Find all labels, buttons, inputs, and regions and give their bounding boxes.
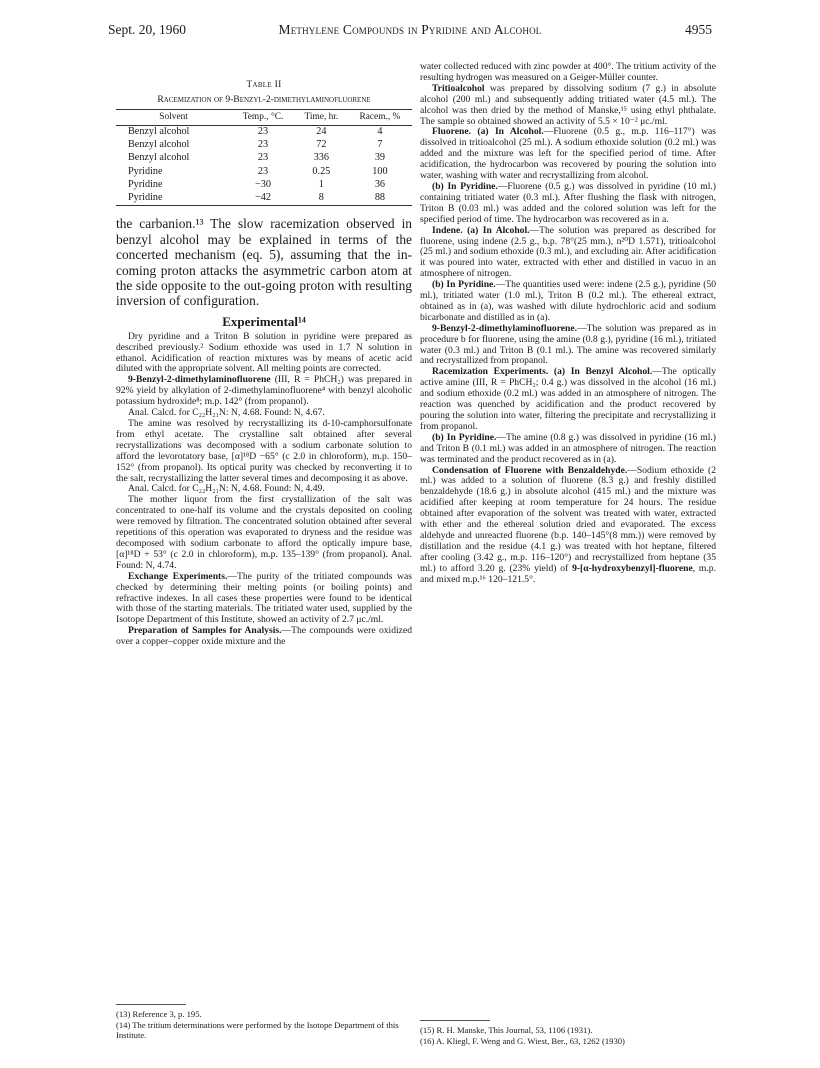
table-row [116, 139, 412, 152]
paragraph: 9-Benzyl-2-dimethylaminofluorene.—The solution was prepared as in procedure b for fluorene, using the amine (0.8 g.), pyridine (16 ml.), tritiated water (0.3 ml.) and Triton B (0.1 ml.). The amine was recovered similarly and recrystallized from propanol. [420, 322, 716, 367]
paragraph: water collected reduced with zinc powder at 400°. The tritium activity of the resulting hydrogen was measured on a Geiger-Müller counter. [420, 61, 716, 83]
analysis-line: Anal. Calcd. for C₂₂H₂₁N: N, 4.68. Found: N, 4.67. [128, 407, 325, 419]
right-footnotes [420, 1025, 716, 1046]
table-cell: Pyridine [128, 165, 163, 177]
paragraph: Racemization Experiments. (a) In Benzyl Alcohol.—The optically active amine (III, R = PhCH₂; 0.4 g.) was dissolved in the alcohol (16 ml.) and sodium ethoxide (0.2 ml.) was added in an atmosphere of nitrogen. The reaction was quenched by acidification and the product recovered by pouring the solution into water, filtering the precipitate and recrystallizing it from propanol. [420, 366, 716, 432]
paragraph: (b) In Pyridine.—The quantities used were: indene (2.5 g.), pyridine (50 ml.), tritiated water (1.0 ml.), Triton B (0.2 ml.). The ethereal extract, obtained as in (a), was washed with dilute hydrochloric acid and sodium bicarbonate and distilled as in (a). [420, 279, 717, 323]
table-title: Racemization of 9-Benzyl-2-dimethylaminofluorene [157, 93, 371, 105]
table-cell: 4 [377, 125, 383, 137]
left-footnotes [116, 1009, 412, 1041]
table-cell: −42 [255, 192, 271, 204]
intro-paragraph: the carbanion.¹³ The slow racemization observed in benzyl alcohol may be explained in terms of the concerted mechanism (eq. 5), assuming that the in-coming proton attacks the asymmetric carbon atom at the side opposite to the out-going proton with resulting inversion of configuration. [116, 216, 412, 309]
paragraph: (b) In Pyridine.—Fluorene (0.5 g.) was dissolved in pyridine (10 ml.) containing tritiated water (0.3 ml.). After flushing the flask with nitrogen, Triton B (0.03 ml.) was added and the colored solution was left for the specified period of time. The hydrocarbon was recovered as in a. [420, 180, 716, 225]
table-cell: 7 [377, 139, 383, 151]
paragraph: Dry pyridine and a Triton B solution in pyridine were prepared as described previously.² Sodium ethoxide was used in 1.7 N solution in ethanol. Acidification of reaction mixtures was by means of acetic acid diluted with the appropriate solvent. All melting points are corrected. [116, 330, 412, 375]
header-date: Sept. 20, 1960 [108, 22, 187, 37]
analysis-line: Anal. Calcd. for C₂₂H₂₁N: N, 4.68. Found: N, 4.49. [128, 483, 325, 495]
col-header: Time, hr. [295, 109, 348, 125]
paragraph: Fluorene. (a) In Alcohol.—Fluorene (0.5 g., m.p. 116–117°) was dissolved in tritioalcohol (25 ml.). A sodium ethoxide solution (0.2 ml.) was added and the mixture was left for the specified period of time. After acidification, the hydrocarbon was recovered by pouring the solution into water, washing with water and recrystallizing from alcohol. [420, 126, 716, 182]
paragraph: The mother liquor from the first crystallization of the salt was concentrated to one-half its volume and the crystals deposited on cooling were removed by filtration. The concentrated solution obtained after several repetitions of this operation was evaporated to dryness and the residue was decomposed with sodium carbonate to afford the optically impure base, [α]¹⁸D + 53° (c 2.0 in chloroform), m.p. 135–139° (from propanol). Anal. Found: N, 4.74. [116, 494, 412, 571]
table-cell: 23 [257, 139, 269, 151]
racemization-table [116, 109, 412, 206]
footnote: (15) R. H. Manske, This Journal, 53, 1106 (1931). [420, 1025, 593, 1035]
footnote: (16) A. Kliegl, F. Weng and G. Wiest, Ber., 63, 1262 (1930) [420, 1035, 625, 1046]
table-cell: Benzyl alcohol [128, 139, 190, 151]
table-row [116, 125, 412, 139]
table-cell: 36 [374, 179, 386, 191]
header-page-number: 4955 [685, 22, 712, 37]
paragraph: The amine was resolved by recrystallizing its d-10-camphorsulfonate from ethyl acetate. The crystalline salt obtained after several recrystallizations was decomposed with a sodium carbonate solution to afford the levorotatory base, [α]¹⁸D −65° (c 2.0 in chloroform), m.p. 150–152° (from propanol). Its optical purity was checked by reconverting it to the salt, recrystallizing the latter several times and decomposing it as above. [116, 418, 412, 484]
table-cell: 1 [318, 179, 324, 191]
footnote: (13) Reference 3, p. 195. [116, 1009, 202, 1019]
table-cell: 24 [316, 125, 327, 137]
table-cell: 39 [374, 152, 386, 164]
table-caption: Table II [246, 79, 282, 90]
table-cell: Pyridine [128, 179, 163, 191]
paragraph: (b) In Pyridine.—The amine (0.8 g.) was dissolved in pyridine (16 ml.) and Triton B (0.1 ml.) was added in an atmosphere of nitrogen. The reaction was terminated and the product recovered as in (a). [420, 431, 716, 465]
table-row [116, 152, 412, 165]
footnote-rule [116, 1004, 186, 1005]
table-row [116, 166, 412, 179]
paragraph: Tritioalcohol was prepared by dissolving sodium (7 g.) in absolute alcohol (200 ml.) and subsequently adding tritiated water (4.5 ml.). The alcohol was then dried by the method of Manske,¹⁵ using ethyl phthalate. The sample so obtained showed an activity of 5.5 × 10⁻² μc./ml. [420, 82, 716, 127]
table-cell: Benzyl alcohol [128, 125, 190, 137]
paragraph: Indene. (a) In Alcohol.—The solution was prepared as described for fluorene, using indene (2.5 g., b.p. 78°(25 mm.), n²⁰D 1.571), tritioalcohol (25 ml.) and sodium ethoxide (0.3 ml.), and excluding air. After acidification it was poured into water, extracted with ether and distilled in vacuo in an atmosphere of nitrogen. [420, 224, 717, 280]
running-header [108, 22, 712, 42]
table-header-row [116, 109, 412, 125]
section-heading-experimental: Experimental¹⁴ [222, 313, 306, 329]
table-cell: 100 [372, 165, 388, 177]
header-title: Methylene Compounds in Pyridine and Alcohol [278, 22, 542, 37]
paragraph: Exchange Experiments.—The purity of the tritiated compounds was checked by determining their melting points (or boiling points) and refractive indexes. In all cases these properties were found to be identical with those of the starting materials. The tritiated water used, supplied by the Isotope Department of this Institute, showed an activity of 2.7 μc./ml. [116, 570, 412, 626]
footnote: (14) The tritium determinations were performed by the Isotope Department of this Institute. [116, 1019, 399, 1040]
footnote-rule [420, 1020, 490, 1021]
table-cell: 0.25 [312, 165, 331, 177]
col-header: Temp., °C. [231, 109, 295, 125]
table-cell: 8 [318, 192, 324, 204]
table-row [116, 179, 412, 192]
table-cell: Pyridine [128, 192, 163, 204]
col-header: Solvent [116, 109, 231, 125]
paragraph: Condensation of Fluorene with Benzaldehyde.—Sodium ethoxide (2 ml.) was added to a solution of fluorene (8.3 g.) and freshly distilled benzaldehyde (18.6 g.) in absolute alcohol (415 ml.) and the mixture was acidified after keeping at room temperature for 24 hours. The residue obtained after evaporation of the solvent was treated with water, extracted with ether and the ethereal solution dried and evaporated. The excess aldehyde and unreacted fluorene (b.p. 140–145°(8 mm.)) were removed by distillation and the residue (4.1 g.) was treated with hot heptane, filtered after cooling (3.42 g., m.p. 116–120°) and recrystallized from heptane (35 ml.) to afford 3.20 g. (23% yield) of 9-[α-hydroxybenzyl]-fluorene, m.p. and mixed m.p.¹⁶ 120–121.5°. [420, 464, 716, 585]
table-cell: Benzyl alcohol [128, 152, 190, 164]
table-bottom-rule [116, 205, 412, 206]
table-cell: 336 [313, 152, 329, 164]
table-cell: 72 [316, 139, 327, 151]
right-column [420, 62, 716, 586]
table-cell: 23 [257, 165, 269, 177]
left-column [116, 62, 412, 648]
col-header: Racem., % [348, 109, 412, 125]
table-cell: 88 [374, 192, 386, 204]
paragraph: Preparation of Samples for Analysis.—The compounds were oxidized over a copper–copper oxide mixture and the [116, 625, 412, 648]
table-cell: 23 [257, 152, 269, 164]
table-cell: −30 [255, 179, 271, 191]
table-row [116, 192, 412, 205]
paragraph: 9-Benzyl-2-dimethylaminofluorene (III, R = PhCH₂) was prepared in 92% yield by alkylation of 2-dimethylaminofluorene⁴ with benzyl alcoholic potassium hydroxide⁸; m.p. 142° (from propanol). [116, 374, 412, 408]
table-cell: 23 [257, 125, 269, 137]
